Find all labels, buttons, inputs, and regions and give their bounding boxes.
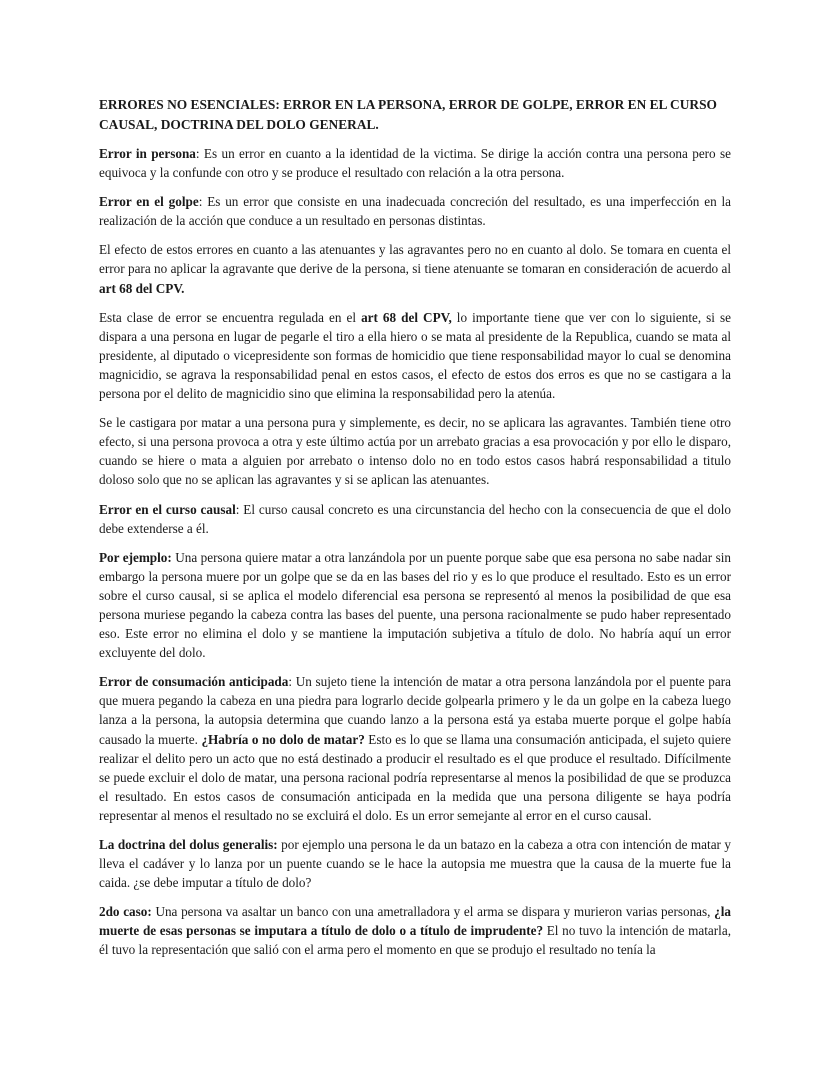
bold-text: Por ejemplo:	[99, 549, 172, 565]
bold-text: 2do caso:	[99, 904, 152, 920]
paragraph-text: Se le castigara por matar a una persona pura y simplemente, es decir, no se aplicara las agravantes. También tiene otro efecto, si una persona provoca a otra y este último actúa por un arrebato gracias a esa provocación y por ello le disparo, cuando se hiere o mata a alguien por arrebato o intenso dolo no en todo estos casos habrá responsabilidad a titulo doloso solo que no se aplican las agravantes y si se aplican las atenuantes.	[99, 415, 731, 488]
document-body	[99, 144, 731, 960]
paragraph	[99, 548, 731, 663]
bold-text: La doctrina del dolus generalis:	[99, 837, 278, 852]
paragraph	[99, 144, 731, 182]
paragraph	[99, 192, 731, 230]
document-page	[99, 95, 731, 970]
bold-text: Error de consumación anticipada	[99, 674, 289, 690]
paragraph-text: por ejemplo una persona le da un batazo en la cabeza a otra con intención de matar y lleva el cadáver y lo lanza por un puente cuando se le hace la autopsia me muestra que la causa de la muerte fue la caida. ¿se debe imputar a título de dolo?	[99, 837, 732, 891]
paragraph-text: El no tuvo la intención de matarla, él tuvo la representación que salió con el arma pero el momento en que se produjo el resultado no tenía la	[99, 923, 731, 958]
paragraph-text: Esto es lo que se llama una consumación anticipada, el sujeto quiere realizar el delito pero un acto que no está destinado a producir el resultado es el que produce el resultado. Difícilmente se puede excluir el dolo de matar, una persona racional podría representarse al menos la posibilidad de que se produzca el resultado. En estos casos de consumación anticipada en la medida que una persona diligente se haya podría representar al menos el resultado no se excluirá el dolo. Es un error semejante al error en el curso causal.	[99, 731, 731, 823]
bold-text: Error in persona	[99, 146, 196, 161]
document-title: ERRORES NO ESENCIALES: ERROR EN LA PERSONA, ERROR DE GOLPE, ERROR EN EL CURSO CAUSAL, DOCTRINA DEL DOLO GENERAL.	[99, 97, 717, 132]
paragraph-text: : Es un error en cuanto a la identidad de la victima. Se dirige la acción contra una persona pero se equivoca y la confunde con otro y se produce el resultado con relación a la otra persona.	[99, 146, 732, 181]
paragraph-text: Una persona va asaltar un banco con una ametralladora y el arma se dispara y murieron varias personas,	[151, 904, 715, 920]
bold-text: art 68 del CPV,	[361, 309, 452, 325]
paragraph-text: Esta clase de error se encuentra regulada en el	[99, 309, 362, 325]
bold-text: ¿la muerte de esas personas se imputara a título de dolo o a título de imprudente?	[99, 904, 731, 939]
paragraph-text: Una persona quiere matar a otra lanzándola por un puente porque sabe que esa persona no sabe nadar sin embargo la persona muere por un golpe que se da en las bases del rio y es lo que produce el resultado. Esto es un error sobre el curso causal, si se aplica el modelo diferencial esa persona se representó al menos la posibilidad de que esa persona muriese pegando la cabeza contra las bases del puente, una persona racionalmente se pudo haber representado eso. Este error no elimina el dolo y se mantiene la imputación subjetiva a título de dolo. No habría aquí un error excluyente del dolo.	[99, 549, 731, 661]
paragraph-text: : El curso causal concreto es una circunstancia del hecho con la consecuencia de que el dolo debe extenderse a él.	[99, 501, 731, 536]
bold-text: Error en el curso causal	[99, 501, 236, 517]
bold-text: ¿Habría o no dolo de matar?	[201, 731, 365, 747]
bold-text: Error en el golpe	[99, 194, 199, 210]
paragraph	[99, 902, 731, 959]
paragraph	[99, 500, 731, 538]
paragraph	[99, 308, 731, 403]
paragraph-text: El efecto de estos errores en cuanto a las atenuantes y las agravantes pero no en cuanto al dolo. Se tomara en cuenta el error para no aplicar la agravante que derive de la persona, si tiene atenuante se tomaran en consideración de acuerdo al	[99, 242, 731, 277]
paragraph	[99, 672, 731, 825]
paragraph	[99, 240, 731, 297]
paragraph-text: lo importante tiene que ver con lo siguiente, si se dispara a una persona en lugar de pegarle el tiro a ella hiero o se mata al presidente de la Republica, cuando se mata al presidente, al diputado o vicepresidente son formas de homicidio que tiene responsabilidad mayor lo cual se denomina magnicidio, se agrava la responsabilidad penal en estos casos, el efecto de estos dos erros es que no se castigara a la persona por el delito de magnicidio sino que elimina la responsabilidad pero la atenúa.	[99, 309, 731, 402]
bold-text: art 68 del CPV.	[99, 280, 185, 296]
paragraph-text: : Un sujeto tiene la intención de matar a otra persona lanzándola por el puente para que muera pegando la cabeza en una piedra para lograrlo decide golpearla primero y le da un golpe en la cabeza luego lanza a la persona, la autopsia determina que cuando lanzo a la persona está ya estaba muerte porque el golpe había causado la muerte.	[99, 674, 731, 747]
paragraph	[99, 413, 731, 489]
paragraph-text: : Es un error que consiste en una inadecuada concreción del resultado, es una imperfección en la realización de la acción que conduce a un resultado en personas distintas.	[99, 194, 732, 229]
paragraph	[99, 835, 731, 892]
